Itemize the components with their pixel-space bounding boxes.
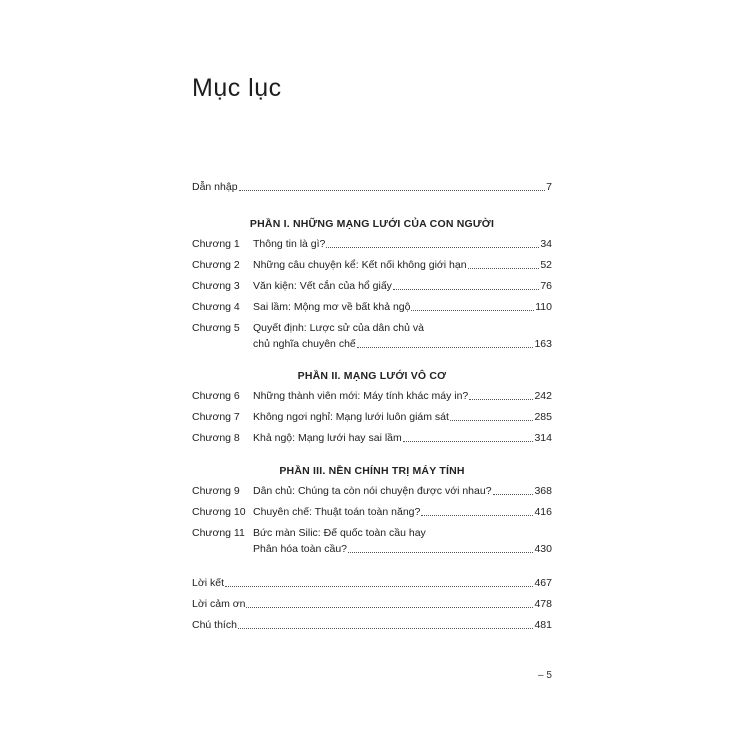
chapter-number: Chương 5 bbox=[192, 322, 240, 334]
toc-page-number: 7 bbox=[546, 181, 552, 193]
toc-page-number: 314 bbox=[534, 432, 552, 444]
chapter-title: Những thành viên mới: Máy tính khác máy in? bbox=[253, 390, 469, 402]
toc-page-number: 368 bbox=[534, 485, 552, 497]
toc-chapter-row[interactable] bbox=[192, 299, 552, 315]
chapter-number: Chương 10 bbox=[192, 506, 246, 518]
dot-leader bbox=[468, 268, 540, 269]
toc-entry-backmatter[interactable] bbox=[192, 596, 552, 612]
chapter-title: Dân chủ: Chúng ta còn nói chuyện được với nhau? bbox=[253, 485, 492, 497]
toc-page-number: 242 bbox=[534, 390, 552, 402]
toc-chapter-row[interactable] bbox=[192, 504, 552, 520]
toc-entry-label: Dẫn nhập bbox=[192, 181, 238, 193]
dot-leader bbox=[403, 441, 534, 442]
chapter-title-continued: chủ nghĩa chuyên chế bbox=[253, 338, 356, 350]
toc-chapter-row[interactable] bbox=[192, 430, 552, 446]
dot-leader bbox=[348, 552, 533, 553]
toc-page-number: 478 bbox=[534, 598, 552, 610]
toc-chapter-row[interactable] bbox=[192, 257, 552, 273]
chapter-number: Chương 11 bbox=[192, 527, 245, 539]
chapter-title-continued: Phân hóa toàn cầu? bbox=[253, 543, 347, 555]
dot-leader bbox=[239, 190, 546, 191]
toc-page-number: 430 bbox=[534, 543, 552, 555]
dot-leader bbox=[357, 347, 534, 348]
toc-page-number: 467 bbox=[534, 577, 552, 589]
dot-leader bbox=[225, 586, 533, 587]
chapter-title: Những câu chuyện kể: Kết nối không giới hạn bbox=[253, 259, 467, 271]
toc-chapter-row[interactable] bbox=[192, 278, 552, 294]
toc-chapter-row[interactable] bbox=[192, 525, 552, 557]
dot-leader bbox=[393, 289, 539, 290]
chapter-title: Sai lầm: Mộng mơ về bất khả ngộ bbox=[253, 301, 411, 313]
toc-chapter-row[interactable] bbox=[192, 388, 552, 404]
chapter-title: Quyết định: Lược sử của dân chủ và bbox=[253, 322, 424, 334]
toc-page-number: 110 bbox=[535, 301, 552, 313]
chapter-number: Chương 2 bbox=[192, 259, 240, 271]
page-folio: – 5 bbox=[538, 670, 552, 681]
chapter-number: Chương 6 bbox=[192, 390, 240, 402]
chapter-number: Chương 3 bbox=[192, 280, 240, 292]
toc-page-number: 34 bbox=[540, 238, 552, 250]
toc-entry-intro[interactable] bbox=[192, 179, 552, 195]
toc-entry-backmatter[interactable] bbox=[192, 617, 552, 633]
part-heading: PHẦN III. NỀN CHÍNH TRỊ MÁY TÍNH bbox=[279, 465, 465, 477]
toc-chapter-row[interactable] bbox=[192, 409, 552, 425]
dot-leader bbox=[326, 247, 539, 248]
chapter-title: Khả ngộ: Mạng lưới hay sai lầm bbox=[253, 432, 402, 444]
toc-page-number: 416 bbox=[534, 506, 552, 518]
dot-leader bbox=[450, 420, 534, 421]
toc-chapter-row[interactable] bbox=[192, 483, 552, 499]
chapter-title: Chuyên chế: Thuật toán toàn năng? bbox=[253, 506, 421, 518]
chapter-title: Không ngơi nghỉ: Mạng lưới luôn giám sát bbox=[253, 411, 449, 423]
chapter-title: Bức màn Silic: Đế quốc toàn cầu hay bbox=[253, 527, 426, 539]
toc-page-number: 163 bbox=[534, 338, 552, 350]
chapter-title: Văn kiện: Vết cắn của hổ giấy bbox=[253, 280, 392, 292]
dot-leader bbox=[246, 607, 533, 608]
chapter-number: Chương 1 bbox=[192, 238, 240, 250]
dot-leader bbox=[238, 628, 534, 629]
chapter-number: Chương 9 bbox=[192, 485, 240, 497]
toc-entry-label: Lời cảm ơn bbox=[192, 598, 246, 610]
toc-entry-label: Lời kết bbox=[192, 577, 224, 589]
chapter-number: Chương 8 bbox=[192, 432, 240, 444]
dot-leader bbox=[469, 399, 533, 400]
toc-page-number: 76 bbox=[540, 280, 552, 292]
toc-chapter-row[interactable] bbox=[192, 320, 552, 352]
dot-leader bbox=[493, 494, 534, 495]
page-title: Mục lục bbox=[192, 74, 282, 102]
chapter-number: Chương 7 bbox=[192, 411, 240, 423]
toc-page-number: 285 bbox=[534, 411, 552, 423]
dot-leader bbox=[411, 310, 534, 311]
toc-entry-backmatter[interactable] bbox=[192, 575, 552, 591]
part-heading: PHẦN II. MẠNG LƯỚI VÔ CƠ bbox=[297, 370, 447, 382]
chapter-number: Chương 4 bbox=[192, 301, 240, 313]
toc-page-number: 481 bbox=[534, 619, 552, 631]
part-heading: PHẦN I. NHỮNG MẠNG LƯỚI CỦA CON NGƯỜI bbox=[249, 218, 495, 230]
toc-entry-label: Chú thích bbox=[192, 619, 237, 631]
dot-leader bbox=[421, 515, 533, 516]
toc-page-number: 52 bbox=[540, 259, 552, 271]
toc-chapter-row[interactable] bbox=[192, 236, 552, 252]
chapter-title: Thông tin là gì? bbox=[253, 238, 326, 250]
